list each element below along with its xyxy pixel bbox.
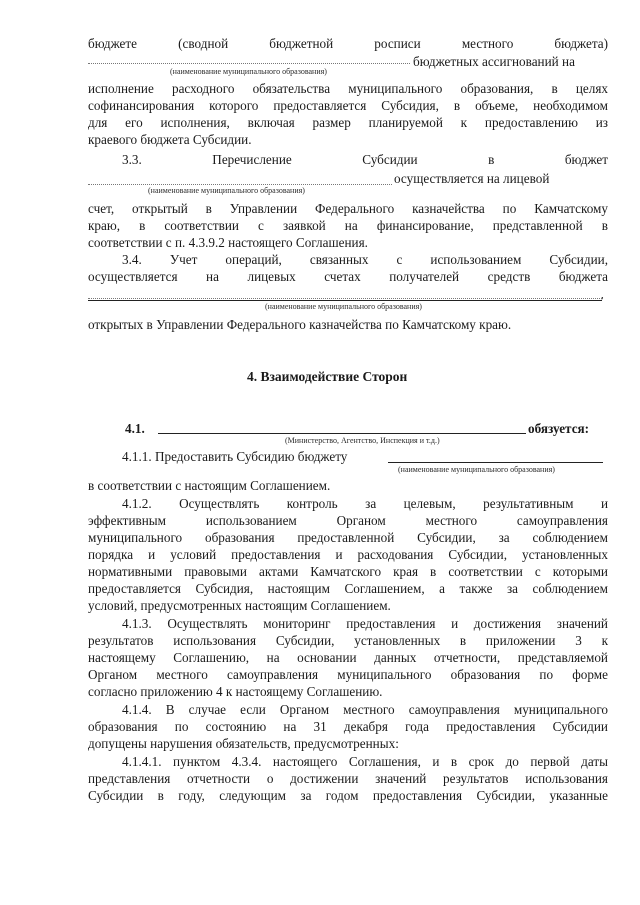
caption-ministry: (Министерство, Агентство, Инспекция и т.д.) xyxy=(285,436,440,445)
para-4-1-2-line-1: 4.1.2. Осуществлять контроль за целевым, результативным и xyxy=(122,496,608,511)
para-1-line-1: бюджете (сводной бюджетной росписи местного бюджета) xyxy=(88,36,608,51)
para-3-3-line-2: краю, в соответствии с заявкой на финансирование, представленной в xyxy=(88,218,608,233)
caption-mo-2: (наименование муниципального образования) xyxy=(148,186,305,195)
para-4-1-2-line-5: нормативными правовыми актами Камчатского края в соответствии с которыми xyxy=(88,564,608,579)
mo-fill-line-2[interactable] xyxy=(88,184,392,185)
para-4-1-num: 4.1. xyxy=(125,421,145,436)
para-4-1-4-1-line-1: 4.1.4.1. пунктом 4.3.4. настоящего Соглашения, и в срок до первой даты xyxy=(122,754,608,769)
para-3-3-tail: осуществляется на лицевой xyxy=(394,171,550,186)
ministry-fill-line[interactable] xyxy=(158,433,526,434)
fill-underline-3 xyxy=(88,300,602,301)
caption-mo-4: (наименование муниципального образования) xyxy=(398,465,555,474)
para-4-1-tail: обязуется: xyxy=(528,421,590,436)
para-3-3-line-1: счет, открытый в Управлении Федерального казначейства по Камчатскому xyxy=(88,201,608,216)
para-4-1-1: 4.1.1. Предоставить Субсидию бюджету xyxy=(122,449,348,464)
para-3-4-end: открытых в Управлении Федерального казначейства по Камчатскому краю. xyxy=(88,317,512,332)
comma: , xyxy=(601,289,604,301)
para-1b-line-3: для его исполнения, включая размер планируемой к предоставлению из xyxy=(88,115,608,130)
para-4-1-2-line-4: порядка и условий предоставления и расходования Субсидии, установленных xyxy=(88,547,608,562)
para-1-tail: бюджетных ассигнований на xyxy=(413,54,575,69)
para-3-3-line-3: соответствии с п. 4.3.9.2 настоящего Соглашения. xyxy=(88,235,368,250)
para-4-1-3-line-5: согласно приложению 4 к настоящему Соглашению. xyxy=(88,684,383,699)
para-4-1-2-line-2: эффективным использованием Органом местного самоуправления xyxy=(88,513,608,528)
para-1b-line-4: краевого бюджета Субсидии. xyxy=(88,132,252,147)
para-3-4-line-2: осуществляется на лицевых счетах получателей средств бюджета xyxy=(88,269,608,284)
para-4-1-3-line-2: результатов использования Субсидии, установленных в приложении 3 к xyxy=(88,633,608,648)
para-4-1-3-line-4: Органом местного самоуправления муниципального образования по форме xyxy=(88,667,608,682)
para-4-1-4-line-2: образования по состоянию на 31 декабря года предоставления Субсидии xyxy=(88,719,608,734)
para-4-1-3-line-1: 4.1.3. Осуществлять мониторинг предоставления и достижения значений xyxy=(122,616,608,631)
para-4-1-1-end: в соответствии с настоящим Соглашением. xyxy=(88,478,331,493)
para-4-1-2-line-7: условий, предусмотренных настоящим Соглашением. xyxy=(88,598,391,613)
para-4-1-3-line-3: настоящему Соглашению, на основании данных отчетности, представляемой xyxy=(88,650,608,665)
para-1b-line-1: исполнение расходного обязательства муниципального образования, в целях xyxy=(88,81,608,96)
para-4-1-4-line-1: 4.1.4. В случае если Органом местного самоуправления муниципального xyxy=(122,702,608,717)
caption-mo-1: (наименование муниципального образования) xyxy=(170,67,327,76)
mo-fill-line-4[interactable] xyxy=(388,462,603,463)
para-4-1-4-1-line-3: Субсидии в году, следующим за годом предоставления Субсидии, указанные xyxy=(88,788,608,803)
mo-fill-line-1[interactable] xyxy=(88,63,410,64)
para-4-1-4-1-line-2: представления отчетности о достижении значений результатов использования xyxy=(88,771,608,786)
para-4-1-2-line-6: предоставляется Субсидия, настоящим Соглашением, а также за соблюдением xyxy=(88,581,608,596)
caption-mo-3: (наименование муниципального образования) xyxy=(265,302,422,311)
para-1b-line-2: софинансирования которого предоставляется Субсидия, в объеме, необходимом xyxy=(88,98,608,113)
section-title: 4. Взаимодействие Сторон xyxy=(247,369,408,384)
para-4-1-4-line-3: допущены нарушения обязательств, предусмотренных: xyxy=(88,736,399,751)
mo-fill-line-3[interactable] xyxy=(88,298,602,299)
para-3-4-line-1: 3.4. Учет операций, связанных с использованием Субсидии, xyxy=(122,252,608,267)
para-4-1-2-line-3: муниципального образования предоставленной Субсидии, за соблюдением xyxy=(88,530,608,545)
para-3-3-head: 3.3. Перечисление Субсидии в бюджет xyxy=(122,152,608,167)
